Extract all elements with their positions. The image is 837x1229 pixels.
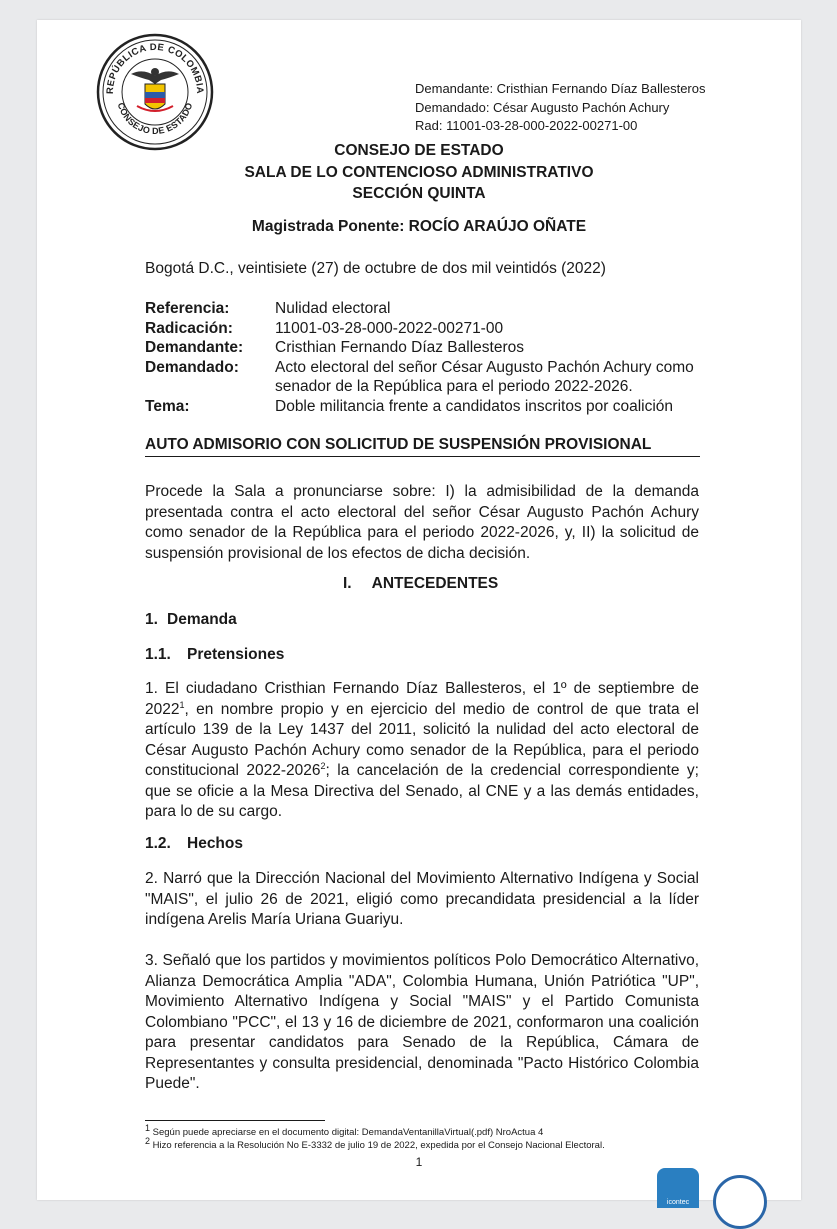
auto-title: AUTO ADMISORIO CON SOLICITUD DE SUSPENSIÓN PROVISIONAL xyxy=(145,436,700,457)
paragraph-1 xyxy=(145,679,699,823)
reference-value: Nulidad electoral xyxy=(275,300,391,317)
footnote-1: $^1$ Según puede apreciarse en el documento digital: DemandaVentanillaVirtual(.pdf) NroActua 4 xyxy=(145,1122,544,1138)
reference-label: Demandado: xyxy=(145,358,239,376)
footnote-ref-2[interactable]: 2 xyxy=(320,760,326,771)
document-page xyxy=(37,20,801,1206)
section-heading-antecedentes xyxy=(343,575,498,593)
heading-number: 1.2. xyxy=(145,835,171,852)
heading-hechos xyxy=(145,835,243,853)
intro-paragraph: Procede la Sala a pronunciarse sobre: I) la admisibilidad de la demanda presentada contra el acto electoral del señor César Augusto Pachón Achury como senador de la República para el periodo 2022-2026, y, II) la solicitud de suspensión provisional de los efectos de dicha decisión. xyxy=(145,483,699,562)
reference-row xyxy=(145,299,705,319)
footnote-2: $^2$ Hizo referencia a la Resolución No E-3332 de julio 19 de 2022, expedida por el Consejo Nacional Electoral. xyxy=(145,1135,605,1151)
reference-table xyxy=(145,299,705,416)
heading-title: Hechos xyxy=(187,835,243,852)
reference-value: 11001-03-28-000-2022-00271-00 xyxy=(275,319,504,337)
heading-demanda xyxy=(145,611,237,629)
heading-number: 1. xyxy=(145,611,158,628)
reference-label: Demandante: xyxy=(145,339,244,356)
title-line-2: SALA DE LO CONTENCIOSO ADMINISTRATIVO xyxy=(244,163,594,181)
reference-label: Referencia: xyxy=(145,300,230,317)
header-demandado: Demandado: César Augusto Pachón Achury xyxy=(415,99,670,115)
heading-pretensiones xyxy=(145,646,284,664)
paragraph-1-part-a: 1. El ciudadano Cristhian Fernando Díaz Ballesteros, el 1º de septiembre de 2022 xyxy=(145,680,699,718)
footnote-ref-1[interactable]: 1 xyxy=(179,699,185,710)
iqnet-certification-logo xyxy=(713,1175,767,1229)
court-title xyxy=(37,140,801,205)
date-line: Bogotá D.C., veintisiete (27) de octubre de dos mil veintidós (2022) xyxy=(145,260,606,277)
paragraph-3: 3. Señaló que los partidos y movimientos políticos Polo Democrático Alternativo, Alianza Democrática Amplia "ADA", Colombia Humana, Unión Patriótica "UP", Movimiento Alternativo Indígena y Social "MAIS" y el Partido Comunista Colombiano "PCC", el 13 y 16 de diciembre de 2021, conformaron una coalición para presentar candidatos para Senado de la República, Cámara de Representantes y consulta presidencial, denominada "Pacto Histórico Colombia Puede". xyxy=(145,952,699,1092)
paragraph-1-part-b: , en nombre propio y en ejercicio del medio de control de que trata el artículo 139 de la Ley 1437 del 2011, solicitó la nulidad del acto electoral de César Augusto Pachón Achury como senador de la República, para el periodo constitucional 2022-2026 xyxy=(145,700,699,779)
footnote-divider xyxy=(145,1120,325,1121)
reference-label: Tema: xyxy=(145,397,190,415)
heading-number: 1.1. xyxy=(145,646,171,663)
header-rad: Rad: 11001-03-28-000-2022-00271-00 xyxy=(415,118,638,133)
reference-row xyxy=(145,358,705,397)
reference-row xyxy=(145,319,705,339)
header-demandante: Demandante: Cristhian Fernando Díaz Ballesteros xyxy=(415,81,706,96)
heading-title: Demanda xyxy=(167,611,237,628)
footnotes xyxy=(145,1122,605,1152)
heading-title: Pretensiones xyxy=(187,646,285,663)
page-number: 1 xyxy=(415,1155,423,1169)
reference-value: Doble militancia frente a candidatos inscritos por coalición xyxy=(275,397,674,415)
reference-value: Acto electoral del señor César Augusto Pachón Achury como senador de la República para el periodo 2022-2026. xyxy=(275,358,694,395)
reference-label: Radicación: xyxy=(145,319,233,337)
icontec-certification-logo: icontec xyxy=(657,1168,699,1208)
svg-text:REPÚBLICA DE COLOMBIA: REPÚBLICA DE COLOMBIA xyxy=(104,41,206,95)
reference-row xyxy=(145,397,705,417)
reference-row xyxy=(145,338,705,358)
consejo-de-estado-seal xyxy=(95,32,215,152)
title-line-3: SECCIÓN QUINTA xyxy=(352,185,486,202)
title-line-1: CONSEJO DE ESTADO xyxy=(334,142,504,159)
section-title: ANTECEDENTES xyxy=(371,575,499,592)
section-number: I. xyxy=(343,575,352,592)
case-header xyxy=(415,80,706,136)
paragraph-2: 2. Narró que la Dirección Nacional del Movimiento Alternativo Indígena y Social "MAIS", el julio 26 de 2021, eligió como precandidata presidencial a la líder indígena Arelis María Uriana Guariyu. xyxy=(145,870,699,928)
svg-text:CONSEJO DE ESTADO: CONSEJO DE ESTADO xyxy=(115,101,195,137)
paragraph-1-part-c: ; la cancelación de la credencial correspondiente y; que se oficie a la Mesa Directiva del Senado, al CNE y a las demás entidades, para lo de su cargo. xyxy=(145,762,699,820)
reference-value: Cristhian Fernando Díaz Ballesteros xyxy=(275,339,524,356)
magistrada-ponente: Magistrada Ponente: ROCÍO ARAÚJO OÑATE xyxy=(251,218,587,235)
